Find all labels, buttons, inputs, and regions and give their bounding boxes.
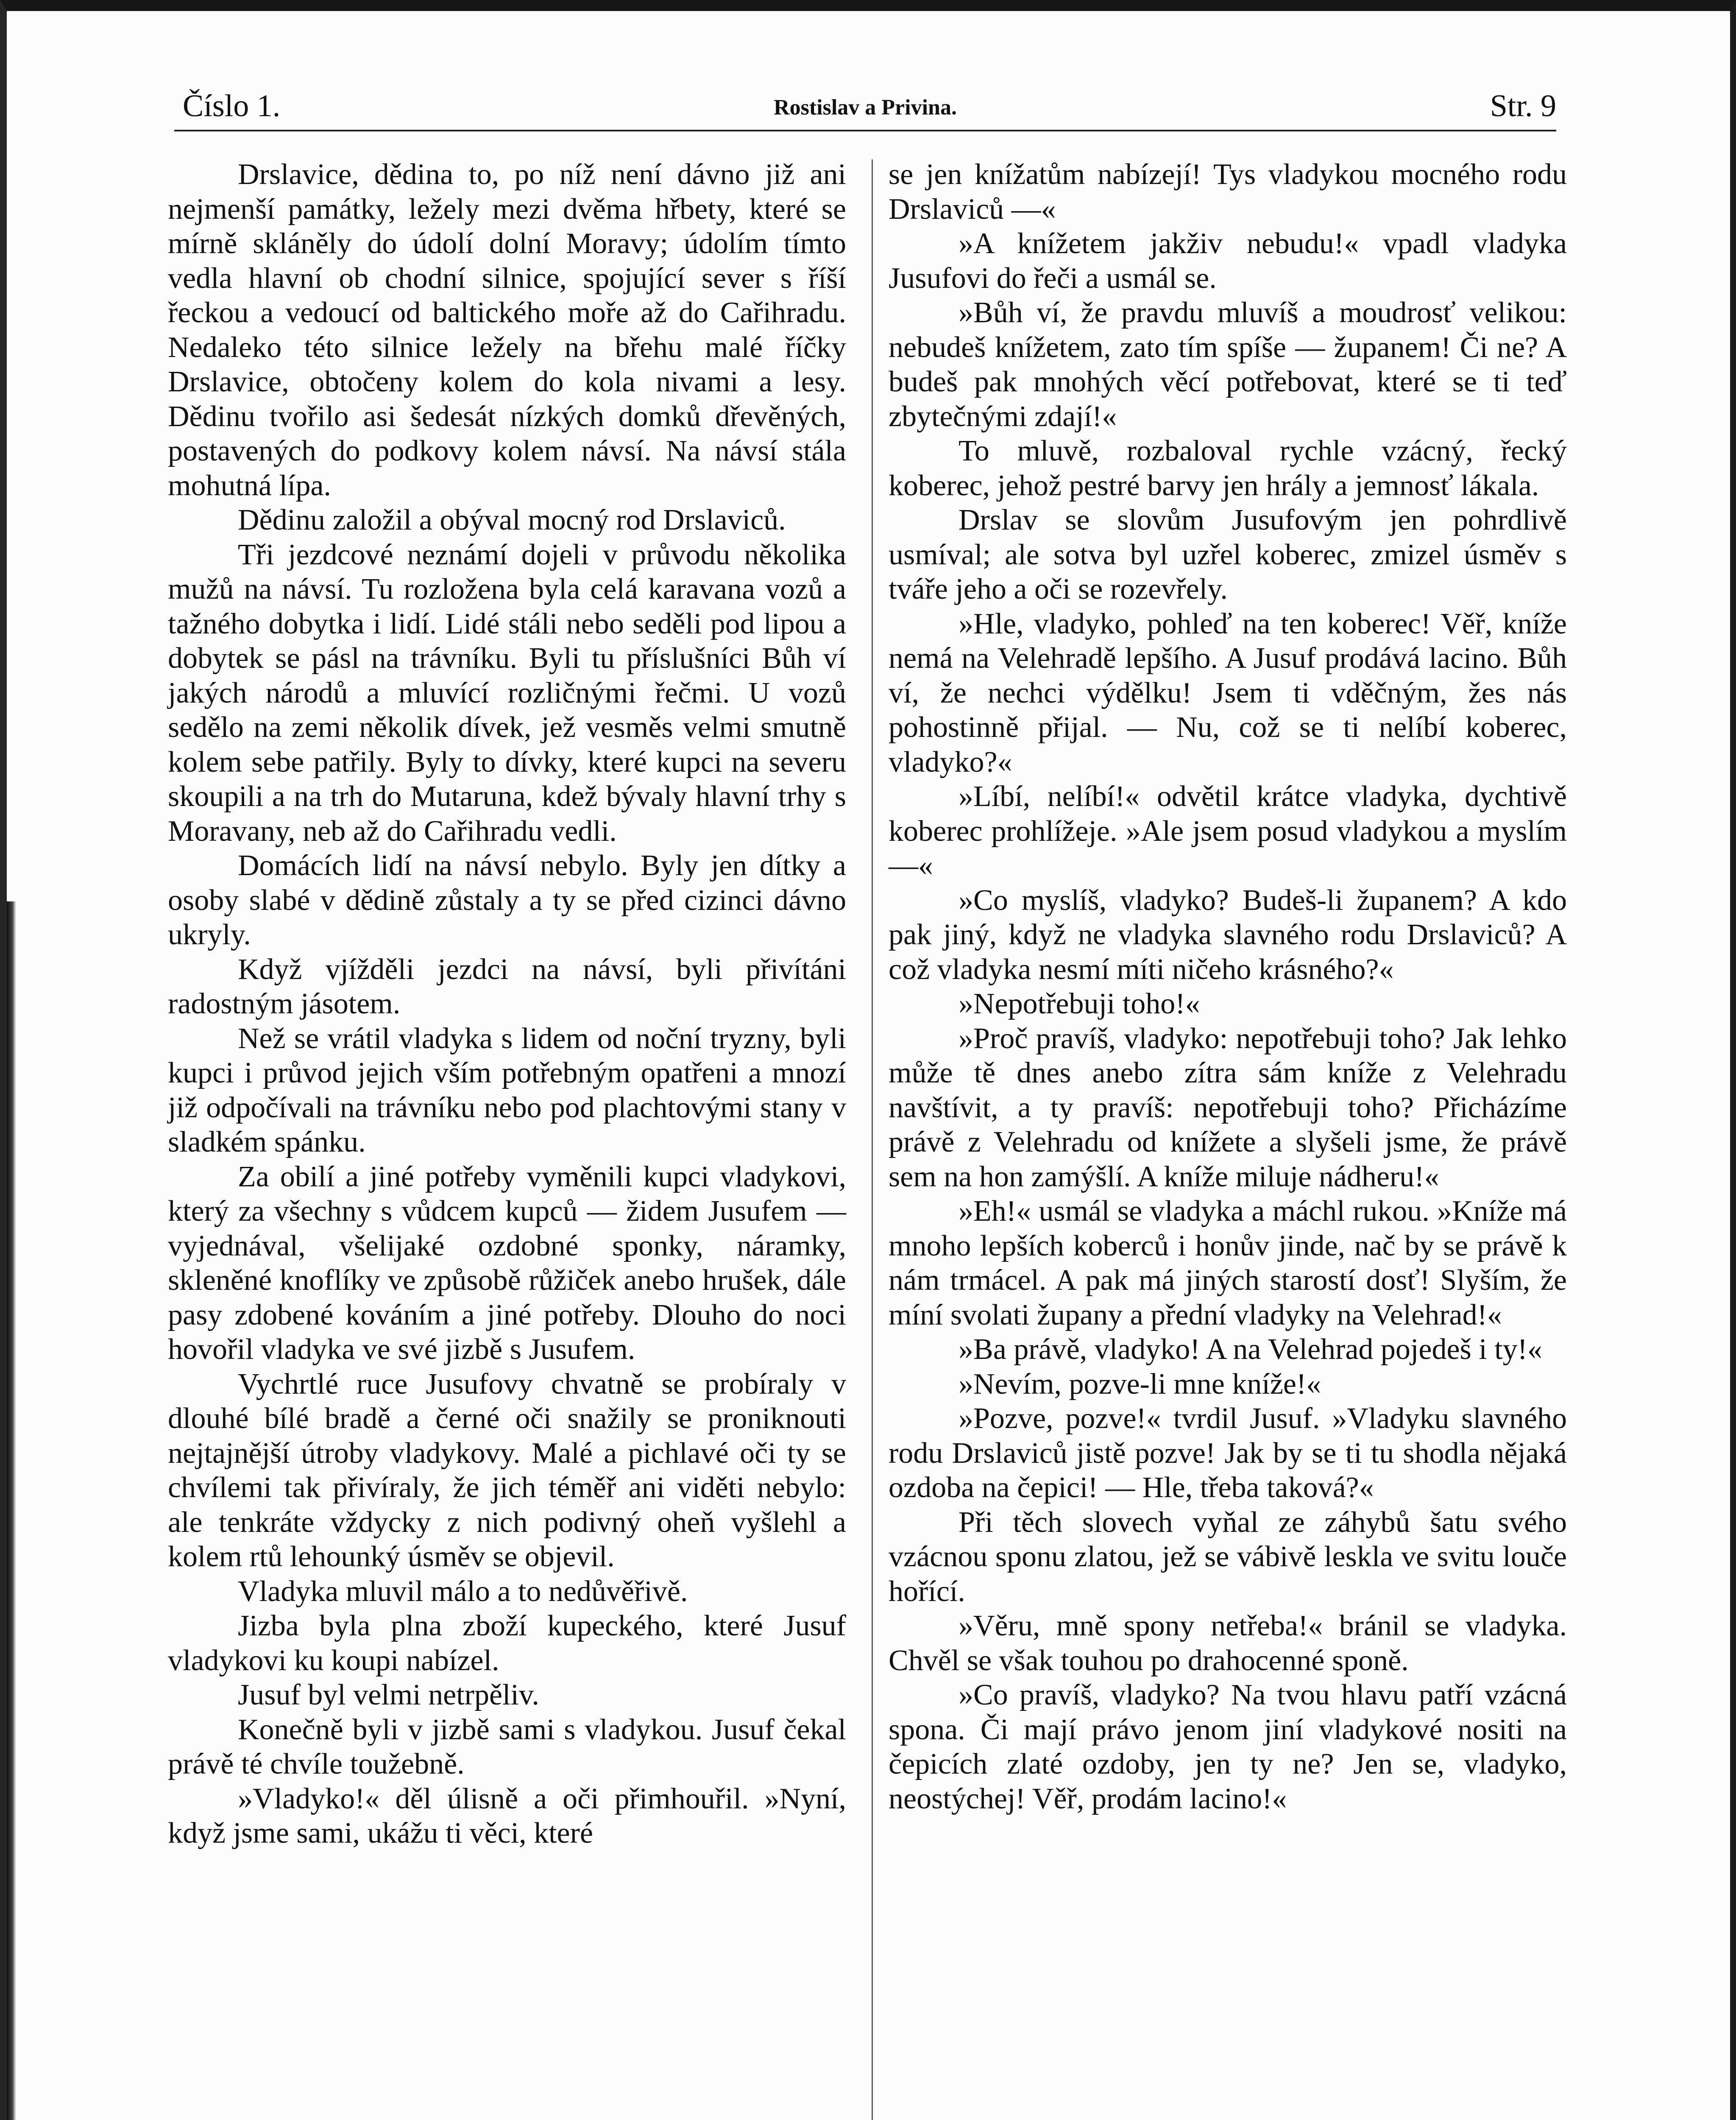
paragraph: Dědinu založil a obýval mocný rod Drslaviců.: [238, 504, 786, 536]
paragraph: Tři jezdcové neznámí dojeli v průvodu několika mužů na návsí. Tu rozložena byla celá karavana vozů a tažného dobytka i lidí. Lidé stáli nebo seděli pod lipou a dobytek se pásl na trávníku. Byli tu příslušníci Bůh ví jakých národů a mluvící rozličnými řečmi. U vozů sedělo na zemi několik dívek, jež vesměs velmi smutně kolem sebe patřily. Byly to dívky, které kupci na severu skoupili a na trh do Mutaruna, kdež bývaly hlavní trhy s Moravany, neb až do Cařihradu vedli.: [168, 538, 846, 848]
paragraph: Při těch slovech vyňal ze záhybů šatu svého vzácnou sponu zlatou, jež se vábivě leskla ve svitu louče hořící.: [889, 1506, 1567, 1608]
paragraph: se jen knížatům nabízejí! Tys vladykou mocného rodu Drslaviců —«: [889, 158, 1567, 226]
paragraph: »Věru, mně spony netřeba!« bránil se vladyka. Chvěl se však touhou po drahocenné sponě.: [889, 1610, 1567, 1677]
paragraph: »Co myslíš, vladyko? Budeš-li županem? A kdo pak jiný, když ne vladyka slavného rodu Drslaviců? A což vladyka nesmí míti ničeho krásného?«: [889, 884, 1567, 986]
paragraph: Za obilí a jiné potřeby vyměnili kupci vladykovi, který za všechny s vůdcem kupců — židem Jusufem — vyjednával, všelijaké ozdobné sponky, náramky, skleněné knoflíky ve způsobě růžiček anebo hrušek, dále pasy zdobené kováním a jiné potřeby. Dlouho do noci hovořil vladyka ve své jizbě s Jusufem.: [168, 1160, 846, 1366]
paragraph: Vladyka mluvil málo a to nedůvěřivě.: [238, 1575, 688, 1608]
binding-shadow: [7, 901, 16, 2120]
paragraph: Domácích lidí na návsí nebylo. Byly jen dítky a osoby slabé v dědině zůstaly a ty se před cizinci dávno ukryly.: [168, 849, 846, 951]
paragraph: Drslav se slovům Jusufovým jen pohrdlivě usmíval; ale sotva byl uzřel koberec, zmizel úsměv s tváře jeho a oči se rozevřely.: [889, 504, 1567, 605]
paragraph: »Líbí, nelíbí!« odvětil krátce vladyka, dychtivě koberec prohlížeje. »Ale jsem posud vladykou a myslím —«: [889, 780, 1567, 882]
left-column: [168, 157, 846, 1851]
page-number: Str. 9: [1490, 89, 1556, 123]
paragraph: »Proč pravíš, vladyko: nepotřebuji toho? Jak lehko může tě dnes anebo zítra sám kníže z Velehradu navštívit, a ty pravíš: nepotřebuji toho? Přicházíme právě z Velehradu od knížete a slyšeli jsme, že právě sem na hon zamýšlí. A kníže miluje nádheru!«: [889, 1022, 1567, 1193]
paragraph: »Eh!« usmál se vladyka a máchl rukou. »Kníže má mnoho lepších koberců i honův jinde, nač by se právě k nám trmácel. A pak má jiných starostí dosť! Slyším, že míní svolati župany a přední vladyky na Velehrad!«: [889, 1195, 1567, 1331]
paragraph: »Pozve, pozve!« tvrdil Jusuf. »Vladyku slavného rodu Drslaviců jistě pozve! Jak by se ti tu shodla nějaká ozdoba na čepici! — Hle, třeba taková?«: [889, 1402, 1567, 1504]
paragraph: »Ba právě, vladyko! A na Velehrad pojedeš i ty!«: [959, 1333, 1542, 1366]
paragraph: »Bůh ví, že pravdu mluvíš a moudrosť velikou: nebudeš knížetem, zato tím spíše — županem! Či ne? A budeš pak mnohých věcí potřebovat, které se ti teď zbytečnými zdají!«: [889, 296, 1567, 433]
paragraph: »Nepotřebuji toho!«: [959, 987, 1200, 1020]
paragraph: Konečně byli v jizbě sami s vladykou. Jusuf čekal právě té chvíle toužebně.: [168, 1713, 846, 1780]
paragraph: Drslavice, dědina to, po níž není dávno již ani nejmenší památky, ležely mezi dvěma hřbety, které se mírně skláněly do údolí dolní Moravy; údolím tímto vedla hlavní ob chodní silnice, spojující sever s říší řeckou a vedoucí od baltického moře až do Cařihradu. Nedaleko této silnice ležely na břehu malé říčky Drslavice, obtočeny kolem do kola nivami a lesy. Dědinu tvořilo asi šedesát nízkých domků dřevěných, postavených do podkovy kolem návsí. Na návsí stála mohutná lípa.: [168, 158, 846, 502]
paragraph: Jusuf byl velmi netrpěliv.: [238, 1679, 539, 1711]
paragraph: To mluvě, rozbaloval rychle vzácný, řecký koberec, jehož pestré barvy jen hrály a jemnosť lákala.: [889, 435, 1567, 502]
paragraph: »Hle, vladyko, pohleď na ten koberec! Věř, kníže nemá na Velehradě lepšího. A Jusuf prodává lacino. Bůh ví, že nechci výdělku! Jsem ti vděčným, žes nás pohostinně přijal. — Nu, což se ti nelíbí koberec, vladyko?«: [889, 607, 1567, 778]
right-column: [889, 157, 1567, 1816]
paragraph: »A knížetem jakživ nebudu!« vpadl vladyka Jusufovi do řeči a usmál se.: [889, 227, 1567, 295]
paragraph: »Vladyko!« děl úlisně a oči přimhouřil. »Nyní, když jsme sami, ukážu ti věci, které: [168, 1782, 846, 1849]
issue-number: Číslo 1.: [183, 89, 281, 123]
paragraph: »Co pravíš, vladyko? Na tvou hlavu patří vzácná spona. Či mají právo jenom jiní vladykové nositi na čepicích zlaté ozdoby, jen ty ne? Jen se, vladyko, neostýchej! Věř, prodám lacino!«: [889, 1679, 1567, 1815]
page-header: [174, 79, 1556, 131]
paragraph: Když vjížděli jezdci na návsí, byli přivítáni radostným jásotem.: [168, 953, 846, 1020]
column-rule: [872, 159, 873, 2120]
paragraph: »Nevím, pozve-li mne kníže!«: [959, 1367, 1321, 1400]
paragraph: Než se vrátil vladyka s lidem od noční tryzny, byli kupci i průvod jejich vším potřebným opatřeni a mnozí již odpočívali na trávníku nebo pod plachtovými stany v sladkém spánku.: [168, 1022, 846, 1158]
paragraph: Vychrtlé ruce Jusufovy chvatně se probíraly v dlouhé bílé bradě a černé oči snažily se proniknouti nejtajnější útroby vladykovy. Malé a pichlavé oči ty se chvílemi tak přivíraly, že jich téměř ani viděti nebylo: ale tenkráte vždycky z nich podivný oheň vyšlehl a kolem rtů lehounký úsměv se objevil.: [168, 1367, 846, 1573]
paragraph: Jizba byla plna zboží kupeckého, které Jusuf vladykovi ku koupi nabízel.: [168, 1610, 846, 1677]
running-title: Rostislav a Privina.: [774, 95, 957, 120]
